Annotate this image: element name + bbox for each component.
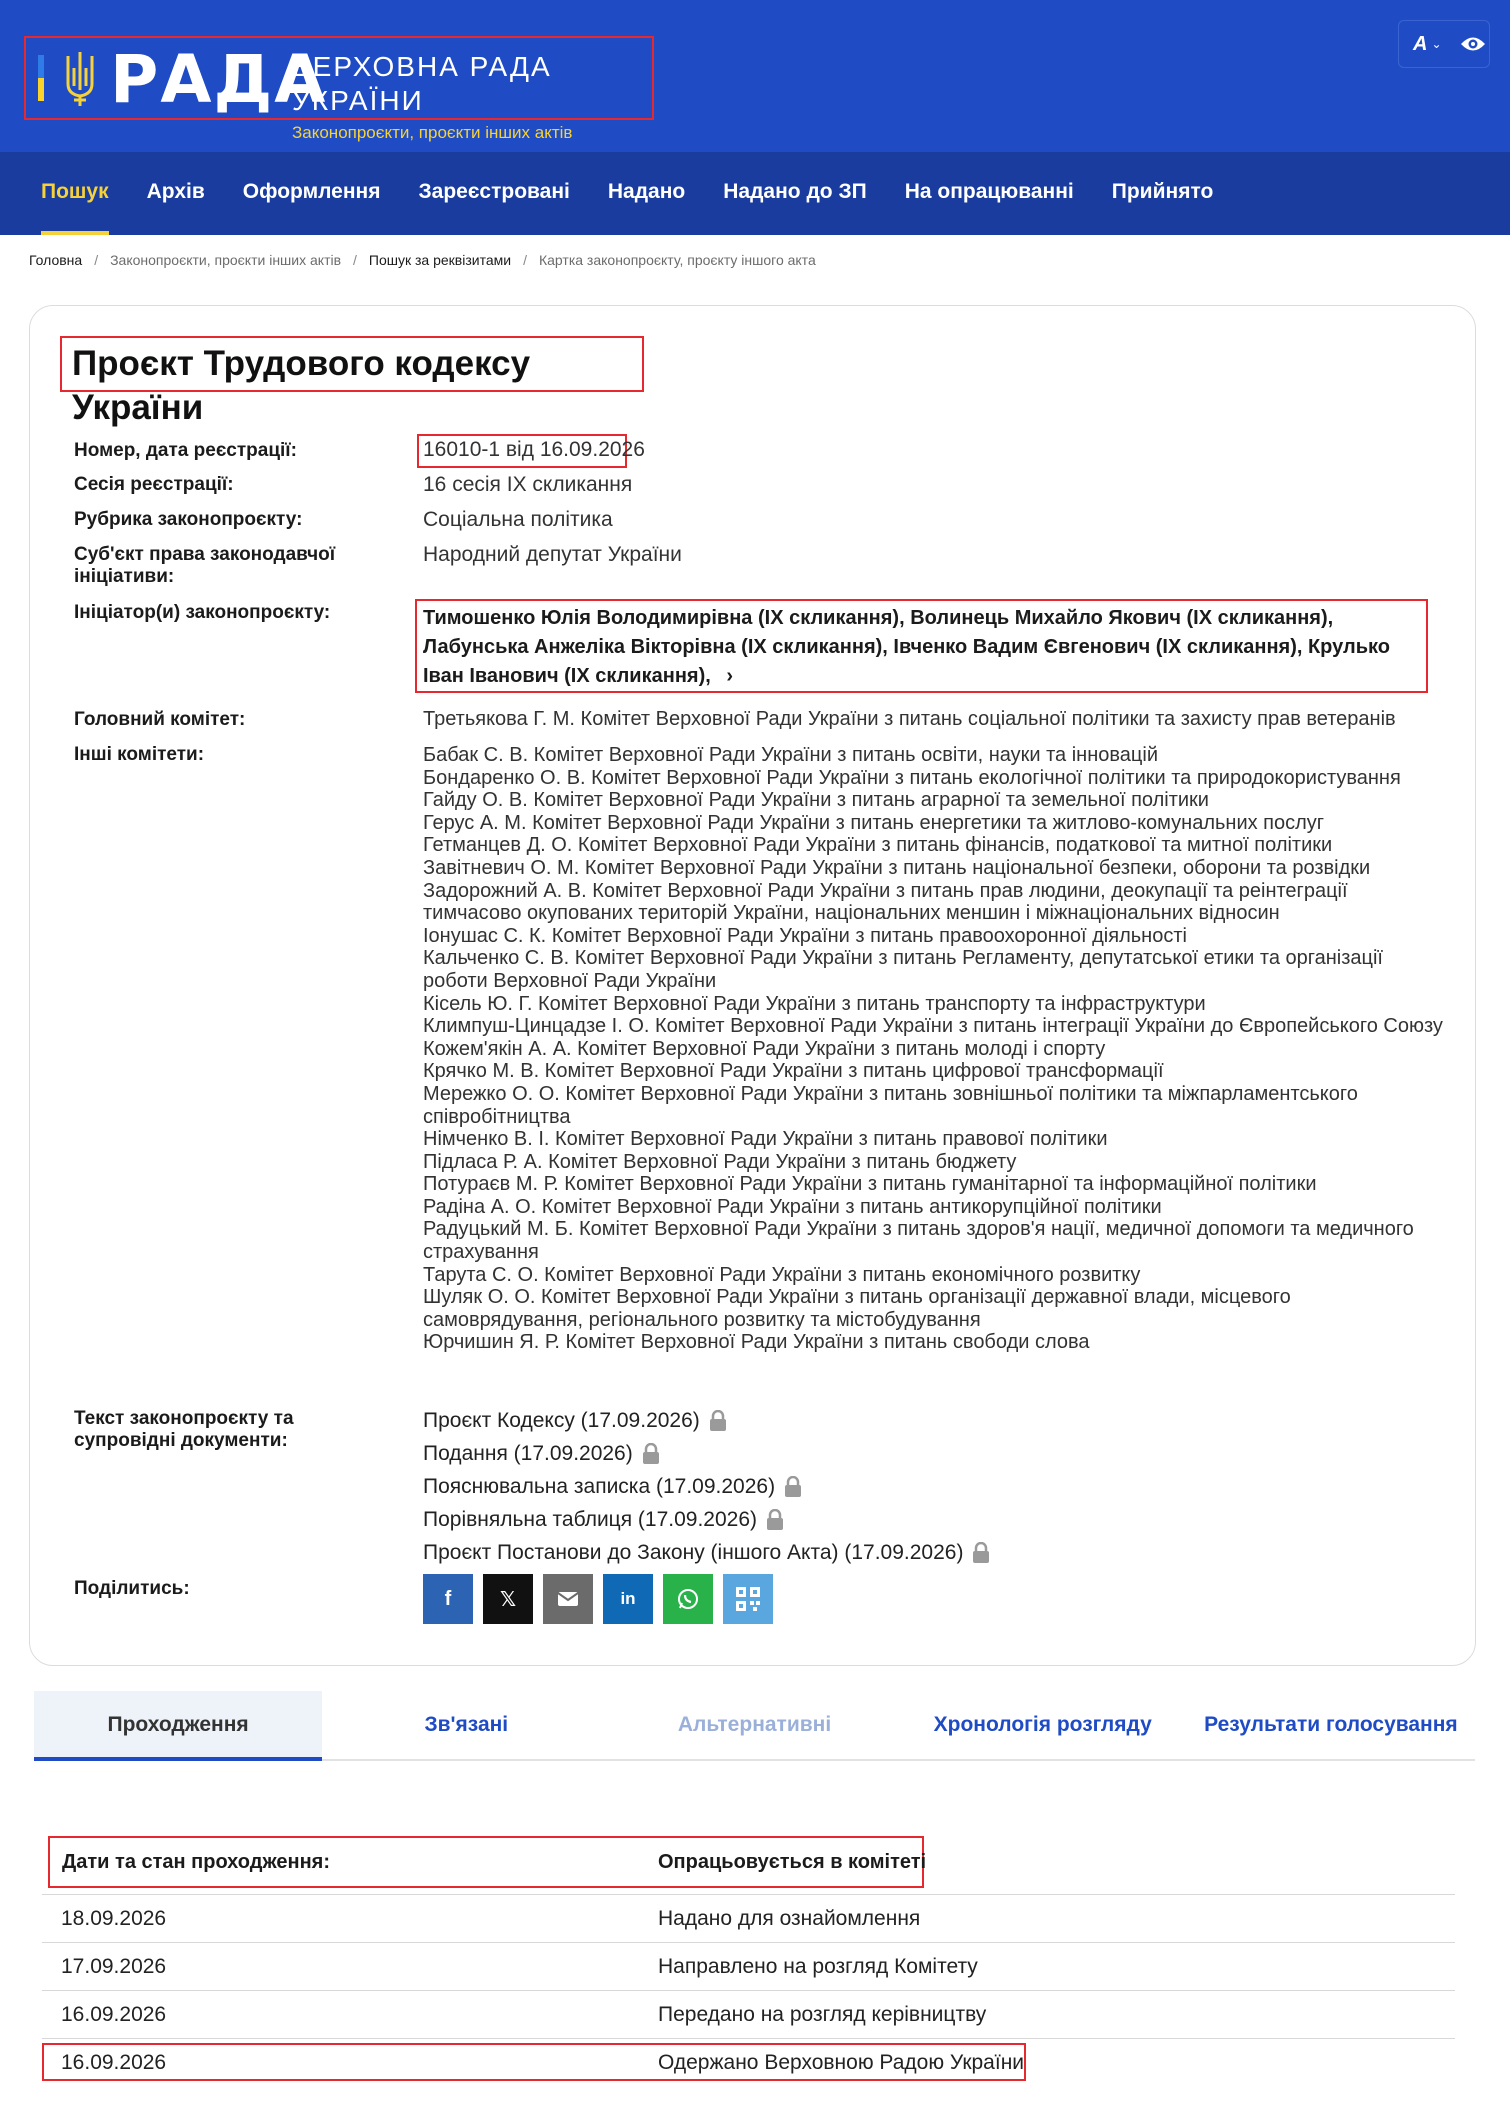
lock-icon — [641, 1443, 661, 1465]
committee-item[interactable]: Гетманцев Д. О. Комітет Верховної Ради України з питань фінансів, податкової та митної політики — [423, 834, 1333, 857]
bill-title-box — [60, 336, 644, 427]
initiators-more-icon[interactable]: › — [726, 665, 734, 687]
nav-provided[interactable]: Надано — [607, 180, 686, 203]
nav-in-progress[interactable]: На опрацюванні — [904, 180, 1074, 203]
breadcrumb-search[interactable]: Пошук за реквізитами — [368, 252, 512, 268]
status-header-left: Дати та стан проходження: — [62, 1851, 330, 1873]
bill-tabs — [34, 1691, 1475, 1761]
lock-icon — [971, 1542, 991, 1564]
committee-item[interactable]: Тарута С. О. Комітет Верховної Ради України з питань економічного розвитку — [423, 1263, 1141, 1286]
status-state: Направлено на розгляд Комітету — [658, 1955, 978, 1978]
label-initiators: Ініціатор(и) законопроєкту: — [74, 602, 331, 623]
committee-item[interactable]: Задорожний А. В. Комітет Верховної Ради України з питань прав людини, деокупації та реінтеграції тимчасово окупованих територій України, національних меншин і міжнаціональних відносин — [423, 879, 1348, 925]
email-icon[interactable] — [543, 1574, 593, 1624]
document-item[interactable] — [423, 1536, 991, 1569]
committee-item[interactable]: Підласа Р. А. Комітет Верховної Ради України з питань бюджету — [423, 1150, 1017, 1173]
table-row — [42, 2038, 1455, 2086]
nav-adopted[interactable]: Прийнято — [1111, 180, 1214, 203]
value-rubric: Соціальна політика — [423, 508, 613, 531]
committee-item[interactable]: Німченко В. І. Комітет Верховної Ради України з питань правової політики — [423, 1128, 1108, 1151]
committee-item[interactable]: Бондаренко О. В. Комітет Верховної Ради України з питань екологічної політики та природокористування — [423, 766, 1401, 789]
tab-passage[interactable]: Проходження — [34, 1691, 322, 1759]
table-row — [42, 1942, 1455, 1990]
document-link[interactable]: Проєкт Постанови до Закону (іншого Акта) (17.09.2026) — [423, 1541, 964, 1564]
bill-card — [29, 305, 1476, 1666]
chevron-down-icon[interactable]: ⌄ — [1431, 37, 1442, 51]
document-link[interactable]: Пояснювальна записка (17.09.2026) — [423, 1475, 776, 1498]
committee-item[interactable]: Завітневич О. М. Комітет Верховної Ради України з питань національної безпеки, оборони та розвідки — [423, 856, 1371, 879]
tab-alternative: Альтернативні — [677, 1713, 832, 1736]
initiators-list — [415, 599, 1428, 693]
initiators-text[interactable]: Тимошенко Юлія Володимирівна (IX скликання), Волинець Михайло Якович (IX скликання), Лабунська Анжеліка Вікторівна (IX скликання), Івченко Вадим Євгенович (IX скликання), Крулько Іван Іванович (IX скликання), — [423, 607, 1390, 687]
document-item[interactable] — [423, 1503, 991, 1536]
document-link[interactable]: Подання (17.09.2026) — [423, 1442, 633, 1465]
linkedin-icon[interactable]: in — [603, 1574, 653, 1624]
committee-item[interactable]: Юрчишин Я. Р. Комітет Верховної Ради України з питань свободи слова — [423, 1331, 1090, 1354]
documents-list — [423, 1404, 991, 1569]
nav-provided-zp[interactable]: Надано до ЗП — [723, 180, 867, 203]
accessibility-tools — [1398, 20, 1490, 68]
committee-item[interactable]: Мережко О. О. Комітет Верховної Ради України з питань зовнішньої політики та міжпарламентського співробітництва — [423, 1082, 1358, 1128]
status-date: 18.09.2026 — [61, 1907, 167, 1930]
committee-item[interactable]: Кісель Ю. Г. Комітет Верховної Ради України з питань транспорту та інфраструктури — [423, 992, 1206, 1015]
facebook-icon[interactable]: f — [423, 1574, 473, 1624]
label-docs: Текст законопроєкту та супровідні документи: — [74, 1408, 294, 1451]
logo-word: РАДА — [110, 41, 328, 118]
breadcrumb-separator: / — [523, 252, 527, 268]
table-row — [42, 1894, 1455, 1942]
breadcrumb-separator: / — [94, 252, 99, 268]
label-subject: Суб'єкт права законодавчої ініціативи: — [74, 544, 336, 587]
site-logo[interactable] — [24, 36, 654, 142]
status-header-right: Опрацьовується в комітеті — [658, 1851, 927, 1873]
label-share: Поділитись: — [74, 1578, 190, 1599]
eye-icon[interactable] — [1460, 35, 1486, 53]
value-main-committee: Третьякова Г. М. Комітет Верховної Ради України з питань соціальної політики та захисту прав ветеранів — [423, 708, 1396, 730]
committee-item[interactable]: Герус А. М. Комітет Верховної Ради України з питань енергетики та житлово-комунальних послуг — [423, 811, 1325, 834]
label-other-committees: Інші комітети: — [74, 744, 205, 765]
committee-item[interactable]: Кожем'якін А. А. Комітет Верховної Ради України з питань молоді і спорту — [423, 1037, 1106, 1060]
value-reg: 16010-1 від 16.09.2026 — [423, 438, 645, 461]
document-link[interactable]: Порівняльна таблиця (17.09.2026) — [423, 1508, 758, 1531]
table-row — [42, 1990, 1455, 2038]
committee-item[interactable]: Гайду О. В. Комітет Верховної Ради України з питань аграрної та земельної політики — [423, 789, 1209, 812]
document-item[interactable] — [423, 1437, 991, 1470]
committee-item[interactable]: Бабак С. В. Комітет Верховної Ради України з питань освіти, науки та інновацій — [423, 744, 1158, 766]
breadcrumb-home[interactable]: Головна — [29, 252, 83, 268]
breadcrumb-separator: / — [353, 252, 357, 268]
tab-related[interactable]: Зв'язані — [424, 1713, 509, 1736]
label-reg: Номер, дата реєстрації: — [74, 440, 297, 461]
status-state: Одержано Верховною Радою України — [658, 2051, 1025, 2074]
value-session: 16 сесія IX скликання — [423, 473, 633, 496]
status-table — [42, 1832, 1455, 2086]
x-icon[interactable]: 𝕏 — [483, 1574, 533, 1624]
lock-icon — [783, 1476, 803, 1498]
committee-item[interactable]: Радіна А. О. Комітет Верховної Ради України з питань антикорупційної політики — [423, 1195, 1162, 1218]
tab-chronology[interactable]: Хронологія розгляду — [933, 1713, 1152, 1736]
committee-item[interactable]: Шуляк О. О. Комітет Верховної Ради України з питань організації державної влади, місцевого самоврядування, регіонального розвитку та містобудування — [423, 1286, 1291, 1331]
nav-search[interactable]: Пошук — [22, 152, 128, 235]
label-rubric: Рубрика законопроєкту: — [74, 509, 303, 530]
nav-archive[interactable]: Архів — [146, 180, 205, 203]
site-title-block — [292, 50, 652, 144]
committee-item[interactable]: Радуцький М. Б. Комітет Верховної Ради України з питань здоров'я нації, медичної допомоги та медичного страхування — [423, 1218, 1414, 1264]
qr-code-icon[interactable] — [723, 1574, 773, 1624]
committee-item[interactable]: Іонушас С. К. Комітет Верховної Ради України з питань правоохоронної діяльності — [423, 924, 1187, 947]
status-state: Передано на розгляд керівництву — [658, 2003, 987, 2026]
document-item[interactable] — [423, 1470, 991, 1503]
trident-icon — [60, 50, 100, 108]
status-date: 16.09.2026 — [61, 2003, 167, 2026]
breadcrumb-current: Картка законопроєкту, проєкту іншого акта — [538, 252, 816, 268]
font-size-button[interactable]: A — [1413, 32, 1428, 55]
status-date: 16.09.2026 — [61, 2051, 167, 2074]
breadcrumb-bills[interactable]: Законопроєкти, проєкти інших актів — [110, 252, 342, 268]
nav-registered[interactable]: Зареєстровані — [418, 180, 570, 203]
bill-title: Проєкт Трудового кодексу України — [72, 344, 531, 427]
value-subject: Народний депутат України — [423, 543, 682, 566]
status-date: 17.09.2026 — [61, 1955, 167, 1978]
status-state: Надано для ознайомлення — [658, 1907, 921, 1930]
document-item[interactable] — [423, 1404, 991, 1437]
committee-item[interactable]: Кальченко С. В. Комітет Верховної Ради України з питань Регламенту, депутатської етики та організації роботи Верховної Ради України — [423, 947, 1383, 992]
lock-icon — [765, 1509, 785, 1531]
site-header — [0, 0, 1510, 152]
label-main-committee: Головний комітет: — [74, 709, 246, 730]
label-session: Сесія реєстрації: — [74, 474, 234, 495]
breadcrumb — [0, 235, 1510, 285]
document-link[interactable]: Проєкт Кодексу (17.09.2026) — [423, 1409, 700, 1432]
nav-drafting[interactable]: Оформлення — [242, 180, 381, 203]
status-table-header — [42, 1832, 1455, 1894]
main-nav — [0, 152, 1510, 235]
other-committees-list — [423, 744, 1443, 1354]
committee-item[interactable]: Крячко М. В. Комітет Верховної Ради України з питань цифрової трансформації — [423, 1060, 1164, 1083]
tab-voting-results[interactable]: Результати голосування — [1204, 1713, 1458, 1736]
whatsapp-icon[interactable] — [663, 1574, 713, 1624]
committee-item[interactable]: Потураєв М. Р. Комітет Верховної Ради України з питань гуманітарної та інформаційної політики — [423, 1173, 1317, 1196]
lock-icon — [708, 1410, 728, 1432]
share-buttons — [423, 1574, 783, 1624]
site-subtitle: Законопроєкти, проєкти інших актів — [292, 123, 573, 142]
committee-item[interactable]: Климпуш-Цинцадзе І. О. Комітет Верховної Ради України з питань інтеграції України до Європейського Союзу — [423, 1015, 1443, 1038]
site-title: ВЕРХОВНА РАДА УКРАЇНИ — [292, 51, 552, 116]
flag-icon — [38, 55, 44, 101]
